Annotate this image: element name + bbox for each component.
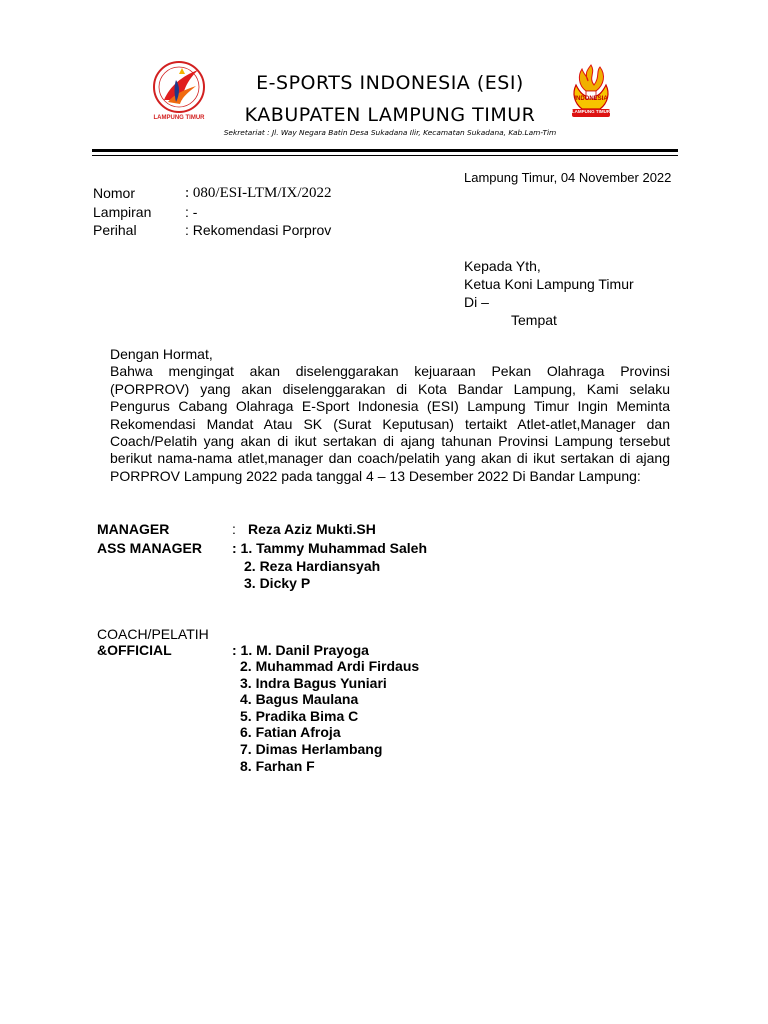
meta-value-perihal: : Rekomendasi Porprov [185, 222, 332, 238]
official-label: &OFFICIAL [97, 642, 172, 658]
right-logo-caption: LAMPUNG TIMUR [571, 109, 611, 114]
coach-member: 2. Muhammad Ardi Firdaus [240, 658, 420, 674]
coach-member: 4. Bagus Maulana [240, 691, 359, 707]
coach-member: 8. Farhan F [240, 758, 315, 774]
ass-manager-label: ASS MANAGER [97, 540, 203, 556]
meta-label-perihal: Perihal [93, 222, 137, 238]
recipient-name: Ketua Koni Lampung Timur [464, 276, 634, 292]
org-name: E-SPORTS INDONESIA (ESI) [256, 72, 524, 94]
coach-label: COACH/PELATIH [97, 626, 209, 642]
letter-body [110, 346, 670, 485]
ass-manager-member: 2. Reza Hardiansyah [244, 558, 381, 574]
manager-colon: : [232, 521, 236, 537]
body-paragraph: Bahwa mengingat akan diselenggarakan kejuaraan Pekan Olahraga Provinsi (PORPROV) yang akan diselenggarakan di Kota Bandar Lampung, Kami selaku Pengurus Cabang Olahraga E-Sport Indonesia (ESI) Lampung Timur Ingin Meminta Rekomendasi Mandat Atau SK (Surat Keputusan) tertaikt Atlet-atlet,Manager dan Coach/Pelatih yang akan di ikut sertakan di ajang tahunan Provinsi Lampung tersebut berikut nama-nama atlet,manager dan coach/pelatih yang akan di ikut sertakan di ajang PORPROV Lampung 2022 pada tanggal 4 – 13 Desember 2022 Di Bandar Lampung: [110, 363, 670, 484]
recipient-salutation: Kepada Yth, [464, 258, 541, 274]
header-rule-thin [92, 155, 678, 156]
coach-member: 7. Dimas Herlambang [240, 741, 383, 757]
left-logo-caption: LAMPUNG TIMUR [153, 115, 205, 121]
manager-label: MANAGER [97, 521, 170, 537]
ass-manager-member: : 1. Tammy Muhammad Saleh [232, 540, 428, 556]
meta-label-nomor: Nomor [93, 185, 136, 201]
coach-member: 6. Fatian Afroja [240, 724, 341, 740]
recipient-di: Di – [464, 294, 489, 310]
header-rule-thick [92, 149, 678, 152]
secretariat-address: Sekretariat : Jl. Way Negara Batin Desa Sukadana Ilir, Kecamatan Sukadana, Kab.Lam-Tim [223, 128, 557, 137]
manager-name: Reza Aziz Mukti.SH [248, 521, 376, 537]
meta-label-lampiran: Lampiran [93, 204, 152, 220]
coach-member: 5. Pradika Bima C [240, 708, 359, 724]
meta-value-lampiran: : - [185, 204, 198, 220]
ass-manager-member: 3. Dicky P [244, 575, 311, 591]
letter-date: Lampung Timur, 04 November 2022 [464, 170, 672, 185]
recipient-place: Tempat [511, 312, 557, 328]
coach-member: : 1. M. Danil Prayoga [232, 642, 369, 658]
greeting: Dengan Hormat, [110, 346, 213, 362]
meta-value-nomor: : 080/ESI-LTM/IX/2022 [185, 185, 332, 201]
coach-member: 3. Indra Bagus Yuniari [240, 675, 387, 691]
org-region: KABUPATEN LAMPUNG TIMUR [244, 104, 536, 126]
right-logo-ribbon: INDONESIA [574, 96, 608, 102]
